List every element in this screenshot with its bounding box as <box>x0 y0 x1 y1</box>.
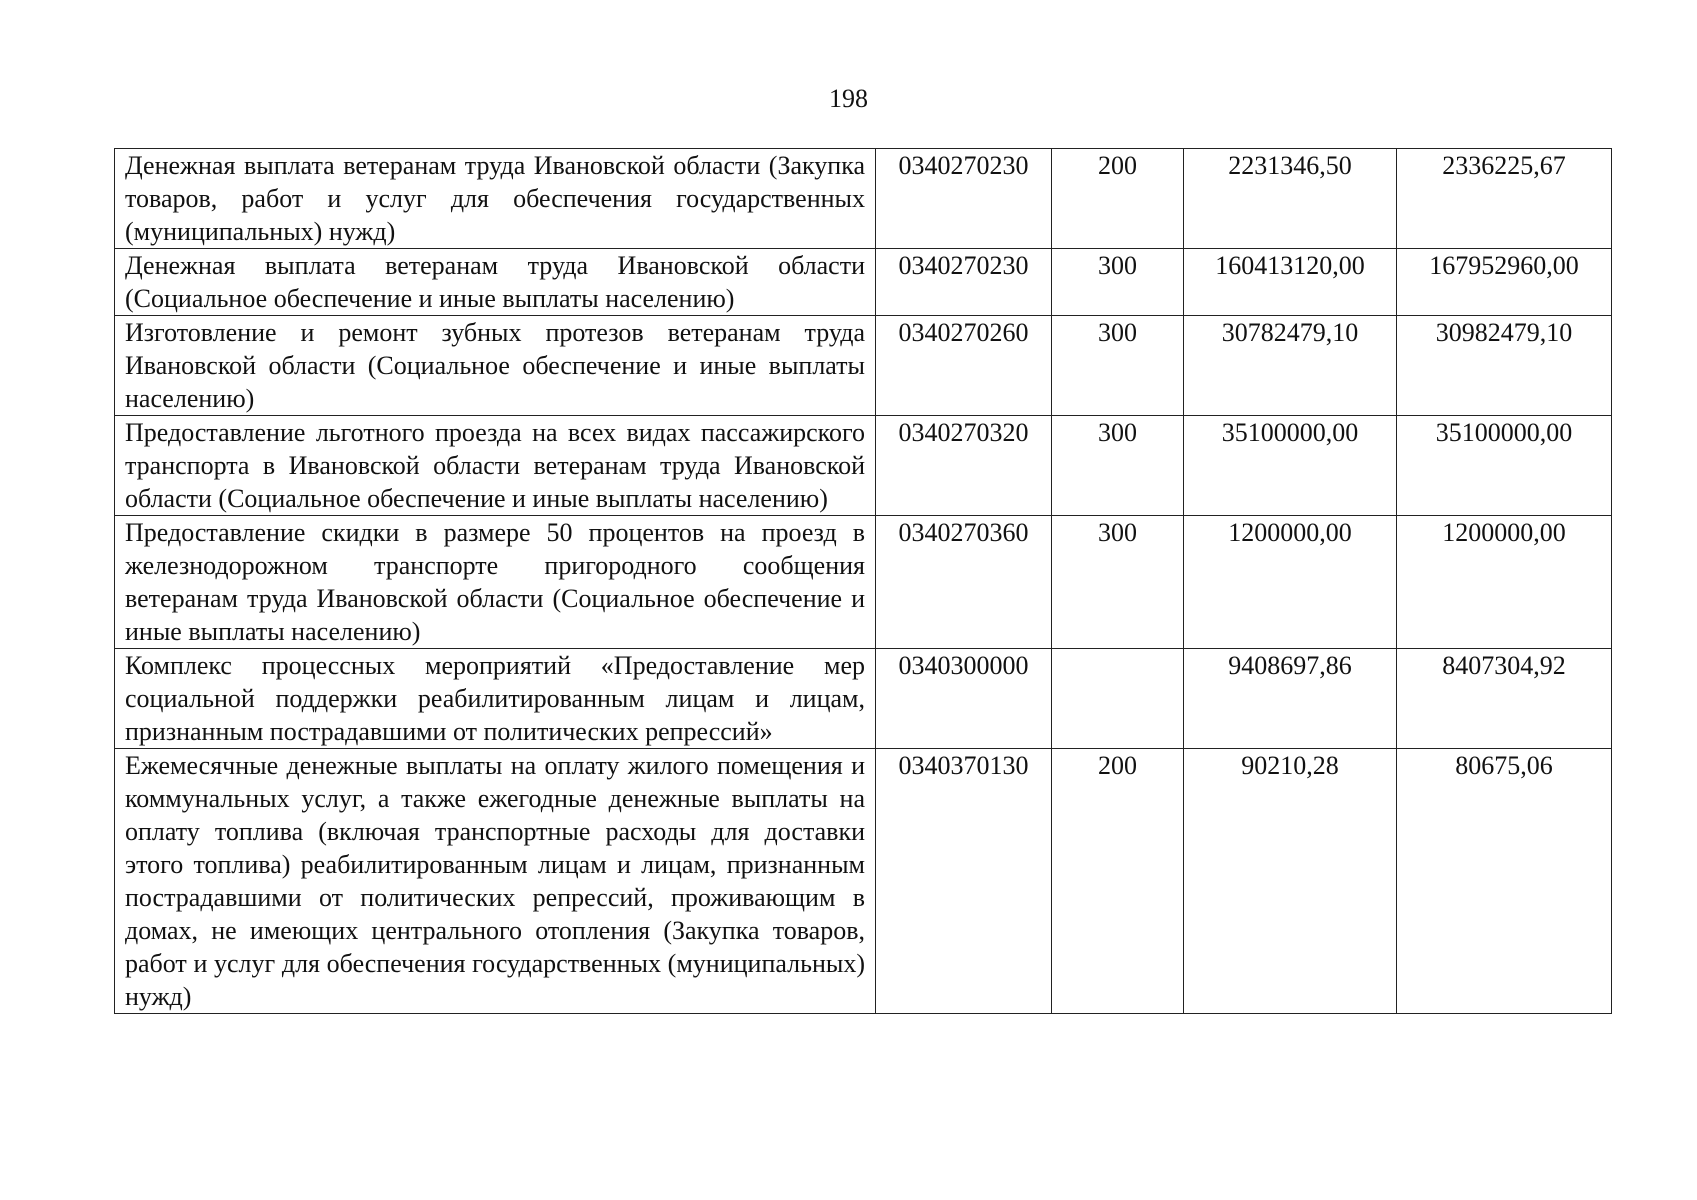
row-amount-1: 35100000,00 <box>1184 416 1397 516</box>
row-description: Предоставление скидки в размере 50 процентов на проезд в железнодорожном транспорте пригородного сообщения ветеранам труда Ивановской области (Социальное обеспечение и иные выплаты населению) <box>115 516 876 649</box>
row-amount-1: 160413120,00 <box>1184 249 1397 316</box>
row-target-code: 0340370130 <box>876 749 1052 1014</box>
table-row <box>115 149 1612 249</box>
row-amount-2: 1200000,00 <box>1397 516 1612 649</box>
page-number: 198 <box>829 84 868 113</box>
row-target-code: 0340300000 <box>876 649 1052 749</box>
row-description: Денежная выплата ветеранам труда Ивановской области (Закупка товаров, работ и услуг для обеспечения государственных (муниципальных) нужд) <box>115 149 876 249</box>
row-expense-type: 300 <box>1052 316 1184 416</box>
row-expense-type: 300 <box>1052 516 1184 649</box>
table-row <box>115 649 1612 749</box>
row-expense-type <box>1052 649 1184 749</box>
row-description: Денежная выплата ветеранам труда Ивановской области (Социальное обеспечение и иные выплаты населению) <box>115 249 876 316</box>
row-amount-2: 30982479,10 <box>1397 316 1612 416</box>
row-amount-2: 35100000,00 <box>1397 416 1612 516</box>
row-target-code: 0340270230 <box>876 149 1052 249</box>
row-expense-type: 300 <box>1052 249 1184 316</box>
row-description: Предоставление льготного проезда на всех видах пассажирского транспорта в Ивановской области ветеранам труда Ивановской области (Социальное обеспечение и иные выплаты населению) <box>115 416 876 516</box>
table-row <box>115 749 1612 1014</box>
table-row <box>115 249 1612 316</box>
row-expense-type: 200 <box>1052 749 1184 1014</box>
row-amount-2: 8407304,92 <box>1397 649 1612 749</box>
row-description: Комплекс процессных мероприятий «Предоставление мер социальной поддержки реабилитированным лицам и лицам, признанным пострадавшими от политических репрессий» <box>115 649 876 749</box>
table-row <box>115 516 1612 649</box>
table-row <box>115 316 1612 416</box>
table-row <box>115 416 1612 516</box>
row-target-code: 0340270230 <box>876 249 1052 316</box>
row-amount-2: 2336225,67 <box>1397 149 1612 249</box>
row-amount-2: 80675,06 <box>1397 749 1612 1014</box>
row-amount-1: 90210,28 <box>1184 749 1397 1014</box>
budget-table <box>114 148 1612 1014</box>
row-expense-type: 200 <box>1052 149 1184 249</box>
row-description: Изготовление и ремонт зубных протезов ветеранам труда Ивановской области (Социальное обеспечение и иные выплаты населению) <box>115 316 876 416</box>
row-amount-1: 2231346,50 <box>1184 149 1397 249</box>
row-amount-2: 167952960,00 <box>1397 249 1612 316</box>
row-description: Ежемесячные денежные выплаты на оплату жилого помещения и коммунальных услуг, а также ежегодные денежные выплаты на оплату топлива (включая транспортные расходы для доставки этого топлива) реабилитированным лицам и лицам, признанным пострадавшими от политических репрессий, проживающим в домах, не имеющих центрального отопления (Закупка товаров, работ и услуг для обеспечения государственных (муниципальных) нужд) <box>115 749 876 1014</box>
row-amount-1: 30782479,10 <box>1184 316 1397 416</box>
row-target-code: 0340270320 <box>876 416 1052 516</box>
row-expense-type: 300 <box>1052 416 1184 516</box>
row-amount-1: 1200000,00 <box>1184 516 1397 649</box>
row-target-code: 0340270360 <box>876 516 1052 649</box>
row-amount-1: 9408697,86 <box>1184 649 1397 749</box>
row-target-code: 0340270260 <box>876 316 1052 416</box>
